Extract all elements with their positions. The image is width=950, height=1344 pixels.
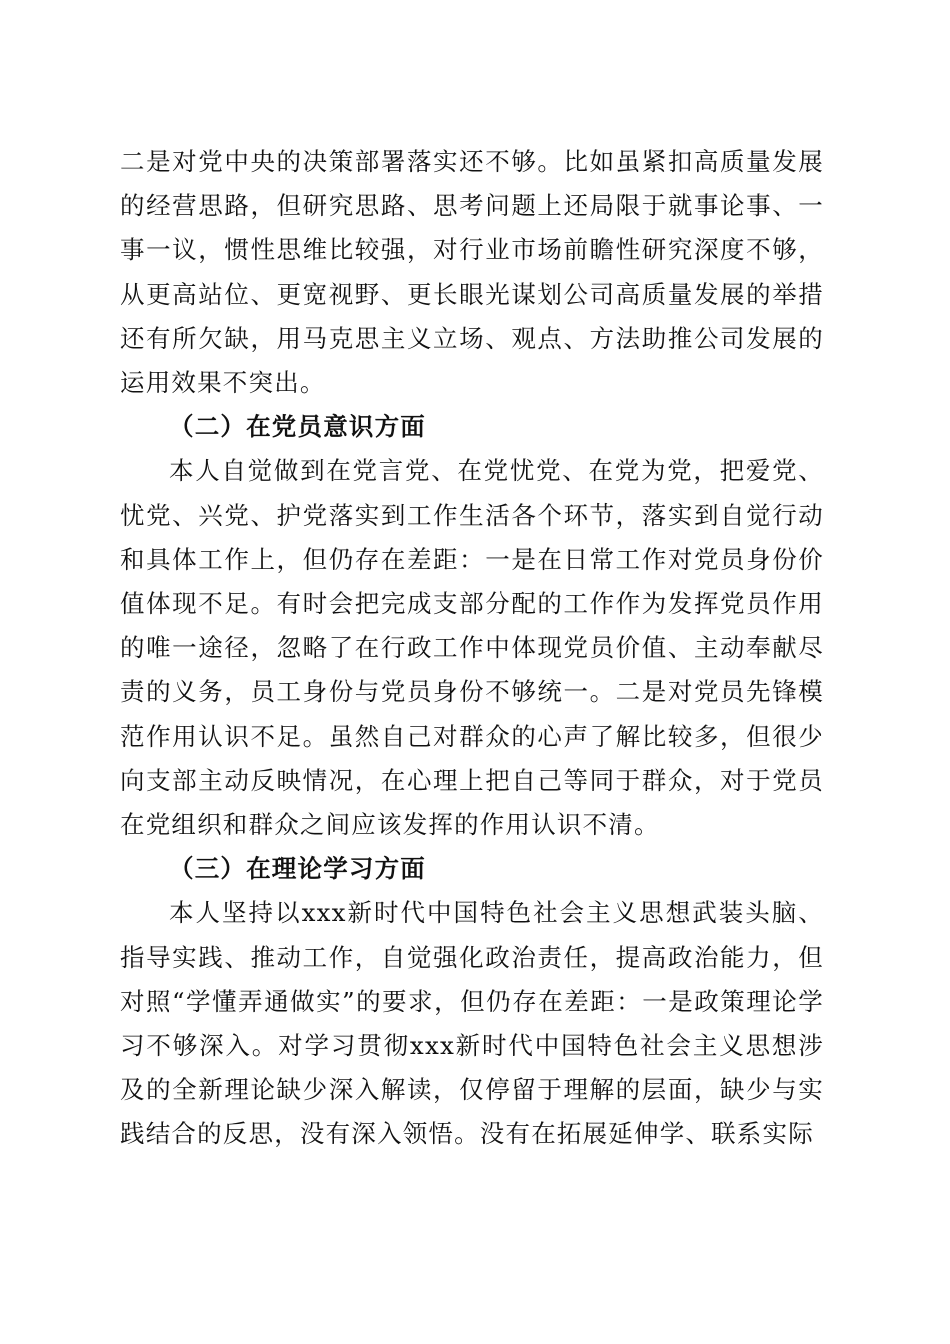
paragraph-party-awareness: 本人自觉做到在党言党、在党忧党、在党为党，把爱党、忧党、兴党、护党落实到工作生活各个环节，落实到自觉行动和具体工作上，但仍存在差距：一是在日常工作对党员身份价值体现不足。有时会把完成支部分配的工作作为发挥党员作用的唯一途径，忽略了在行政工作中体现党员价值、主动奉献尽责的义务，员工身份与党员身份不够统一。二是对党员先锋模范作用认识不足。虽然自己对群众的心声了解比较多，但很少向支部主动反映情况，在心理上把自己等同于群众，对于党员在党组织和群众之间应该发挥的作用认识不清。: [120, 456, 824, 840]
document-body: [120, 140, 824, 1157]
paragraph-policy-implementation: 二是对党中央的决策部署落实还不够。比如虽紧扣高质量发展的经营思路，但研究思路、思考问题上还局限于就事论事、一事一议，惯性思维比较强，对行业市场前瞻性研究深度不够，从更高站位、更宽视野、更长眼光谋划公司高质量发展的举措还有所欠缺，用马克思主义立场、观点、方法助推公司发展的运用效果不突出。: [120, 147, 824, 398]
section-heading-party-awareness: （二）在党员意识方面: [169, 412, 426, 442]
section-heading-theory-study: （三）在理论学习方面: [169, 854, 426, 884]
paragraph-theory-study: 本人坚持以xxx新时代中国特色社会主义思想武装头脑、指导实践、推动工作，自觉强化政治责任，提高政治能力，但对照“学懂弄通做实”的要求，但仍存在差距：一是政策理论学习不够深入。对学习贯彻xxx新时代中国特色社会主义思想涉及的全新理论缺少深入解读，仅停留于理解的层面，缺少与实践结合的反思，没有深入领悟。没有在拓展延伸学、联系实际: [120, 898, 824, 1149]
